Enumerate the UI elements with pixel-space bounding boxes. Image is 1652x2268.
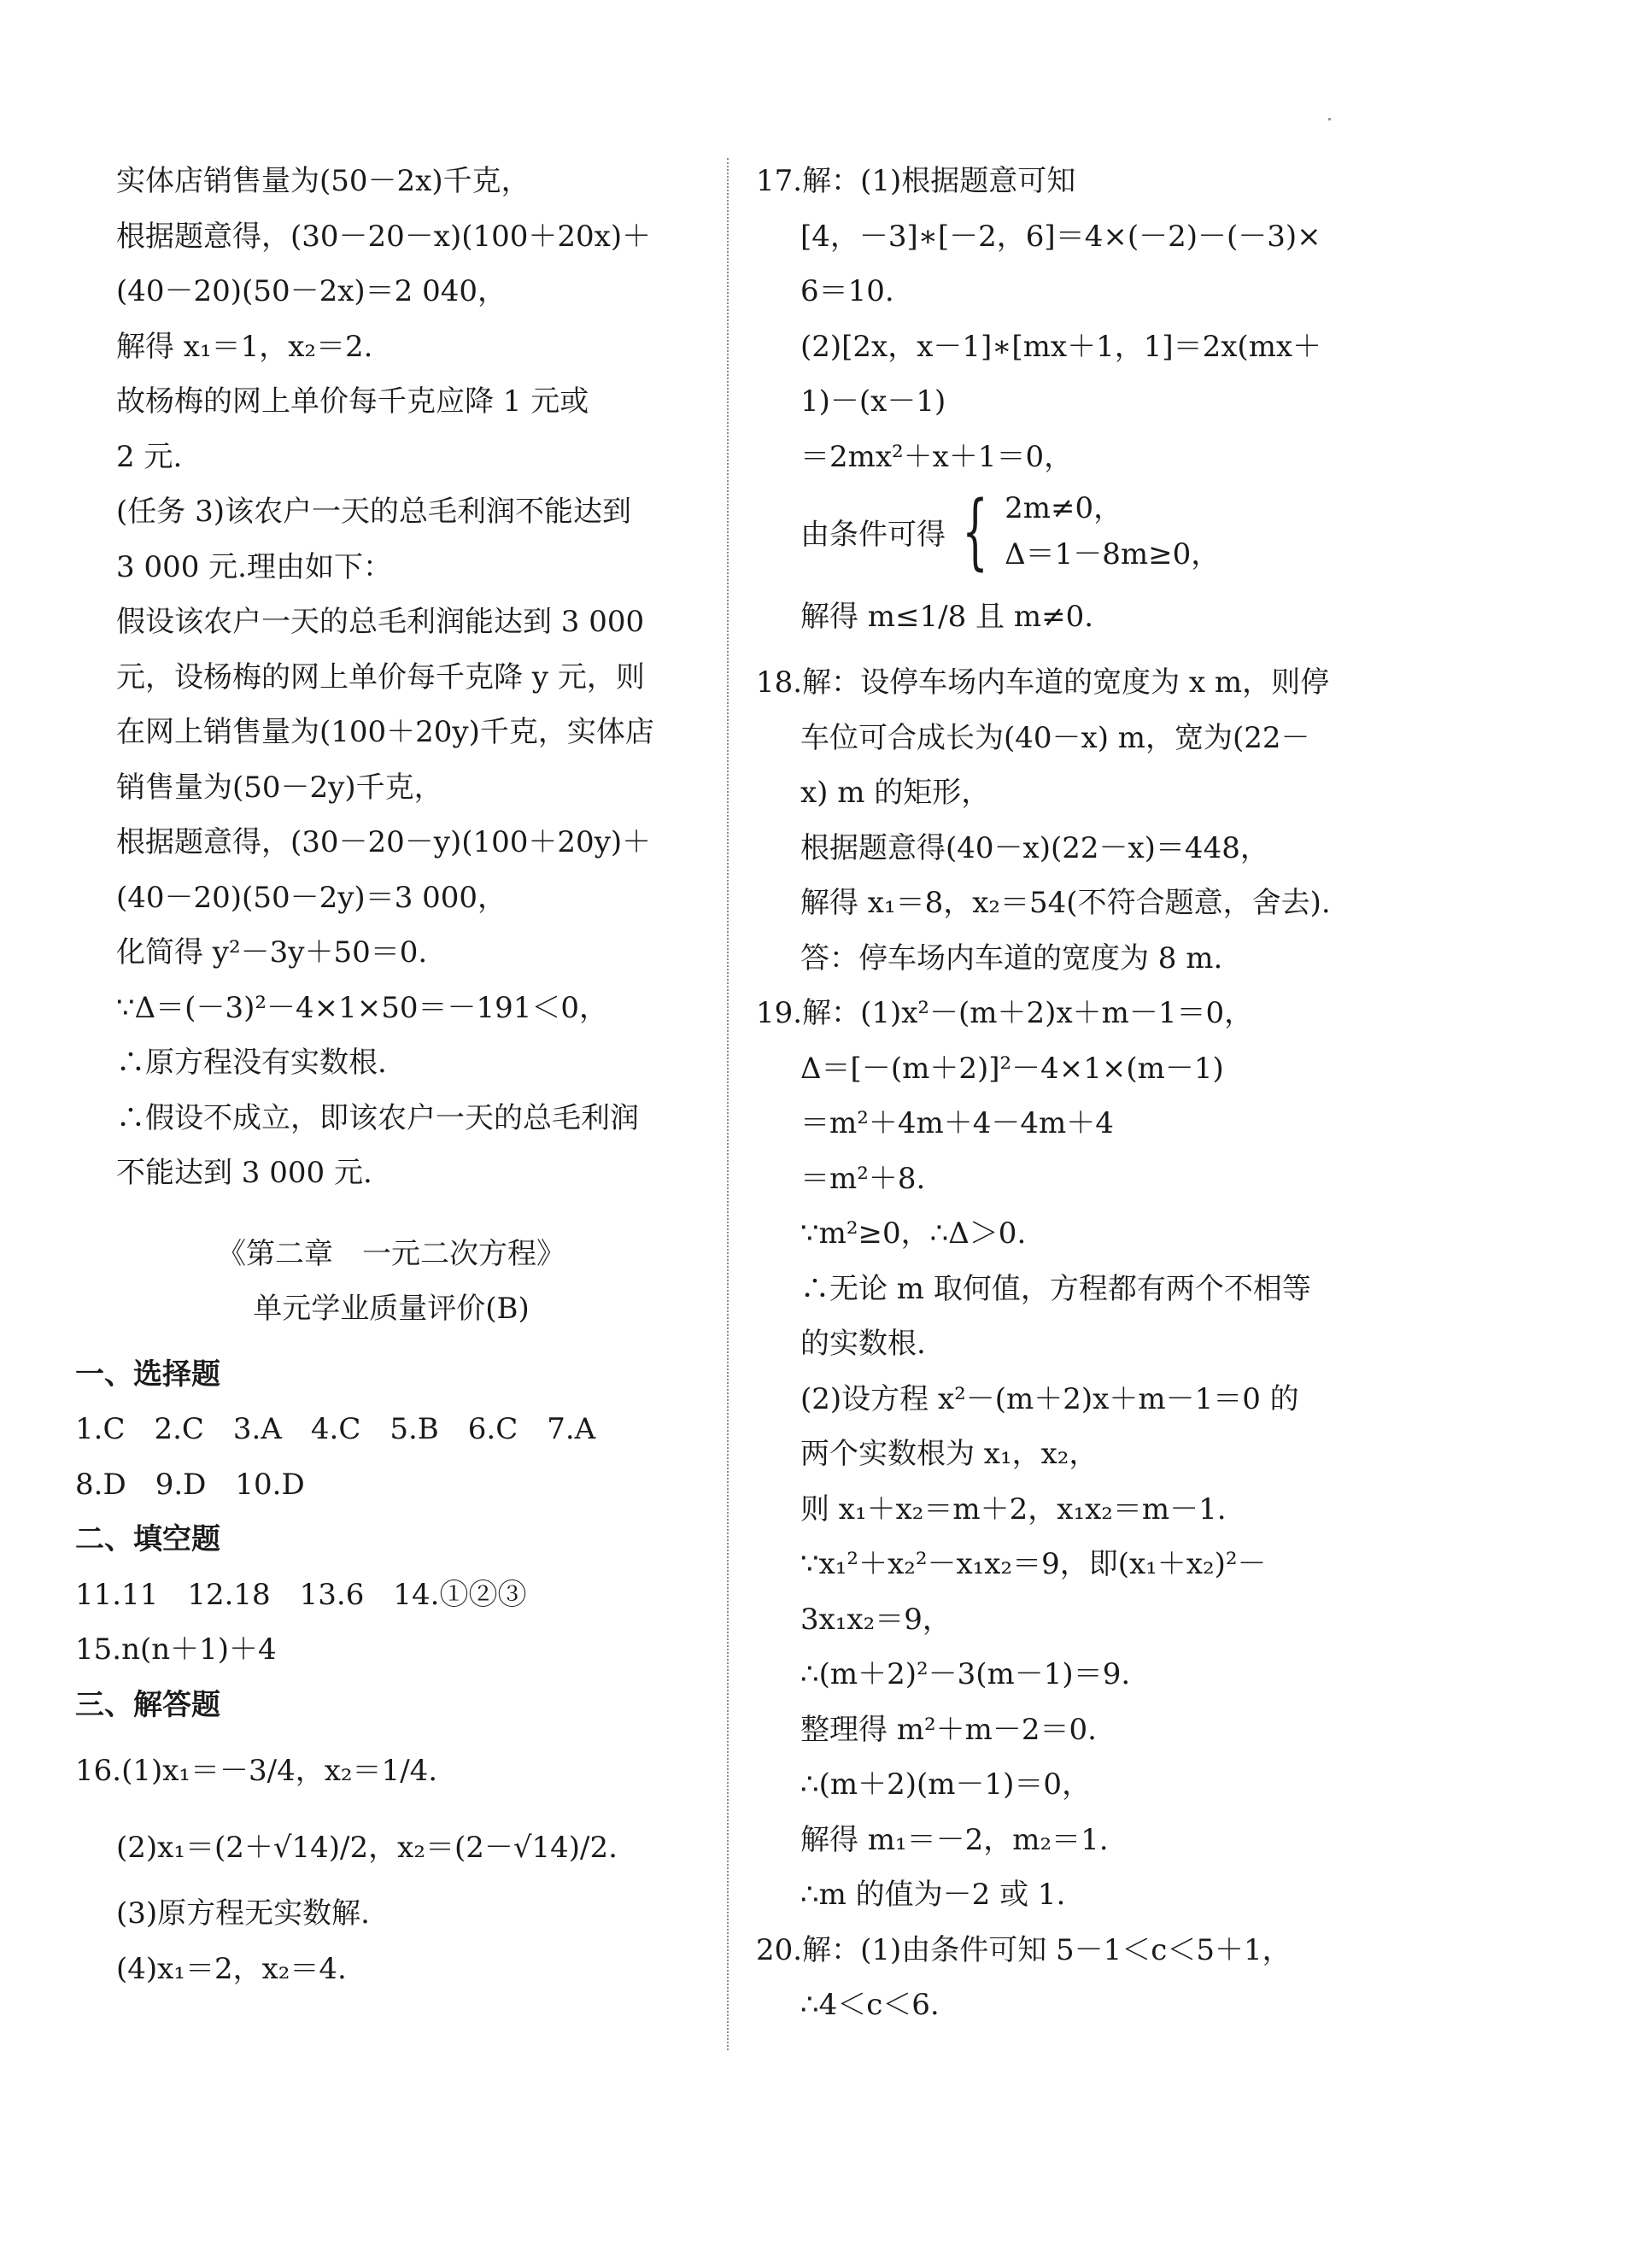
text-line: 不能达到 3 000 元. [116,1156,372,1190]
text-line: ∵Δ＝(－3)²－4×1×50＝－191＜0， [116,990,609,1025]
q19-line: 则 x₁＋x₂＝m＋2，x₁x₂＝m－1. [800,1491,1227,1527]
brace-symbol: { [962,483,988,579]
text-line: (任务 3)该农户一天的总毛利润不能达到 [116,495,631,529]
text-line: 销售量为(50－2y)千克， [116,770,443,805]
column-divider [727,158,729,2050]
condition-b: Δ＝1－8m≥0， [1005,537,1221,571]
q17-result: 解得 m≤1/8 且 m≠0. [800,600,1094,634]
q16-line-4: (4)x₁＝2，x₂＝4. [116,1951,347,1986]
section-subtitle: 单元学业质量评价(B) [253,1292,530,1326]
text-line: 假设该农户一天的总毛利润能达到 3 000 [116,605,645,639]
condition-label: 由条件可得 [800,517,946,552]
q19-line: 的实数根. [800,1327,926,1361]
q16-line-2: (2)x₁＝(2＋√14)/2，x₂＝(2－√14)/2. [116,1831,618,1865]
q16-line-3: (3)原方程无实数解. [116,1896,370,1931]
text-line: 解得 x₁＝1，x₂＝2. [116,329,373,364]
q19-line: ∴无论 m 取何值，方程都有两个不相等 [800,1271,1311,1306]
q19-line: ＝m²＋4m＋4－4m＋4 [800,1106,1114,1140]
q19-line: Δ＝[－(m＋2)]²－4×1×(m－1) [800,1051,1224,1086]
q20-line: 20.解：(1)由条件可知 5－1＜c＜5＋1， [756,1932,1292,1967]
text-line: 故杨梅的网上单价每千克应降 1 元或 [116,384,589,419]
text-line: 3 000 元.理由如下： [116,549,392,584]
q19-line: ∵x₁²＋x₂²－x₁x₂＝9，即(x₁＋x₂)²－ [800,1547,1267,1581]
text-line: (40－20)(50－2x)＝2 040， [116,274,507,308]
q19-line: ∵m²≥0，∴Δ＞0. [800,1216,1027,1251]
q18-line: 答：停车场内车道的宽度为 8 m. [800,941,1223,976]
condition-a: 2m≠0， [1005,491,1123,525]
text-line: 根据题意得，(30－20－y)(100＋20y)＋ [116,825,652,859]
q19-line: ＝m²＋8. [800,1161,926,1196]
q17-line: (2)[2x，x－1]∗[mx＋1，1]＝2x(mx＋ [800,329,1322,364]
left-column [75,154,707,1996]
right-column [756,154,1388,2033]
q16-line-1: 16.(1)x₁＝－3/4，x₂＝1/4. [75,1754,438,1788]
q20-line: ∴4＜c＜6. [800,1988,940,2022]
q17-line: 6＝10. [800,274,894,308]
q18-line: 根据题意得(40－x)(22－x)＝448， [800,830,1269,865]
q18-line: 车位可合成长为(40－x) m，宽为(22－ [800,720,1310,755]
q18-line: x) m 的矩形， [800,776,991,810]
q17-line: 17.解：(1)根据题意可知 [756,164,1076,198]
text-line: ∴原方程没有实数根. [116,1046,387,1080]
text-line: ∴假设不成立，即该农户一天的总毛利润 [116,1100,639,1135]
q19-line: 解得 m₁＝－2，m₂＝1. [800,1822,1109,1857]
part-heading: 一、选择题 [75,1357,220,1392]
text-line: 在网上销售量为(100＋20y)千克，实体店 [116,715,654,749]
text-line: 根据题意得，(30－20－x)(100＋20x)＋ [116,219,652,254]
q19-line: ∴m 的值为－2 或 1. [800,1878,1066,1912]
q19-line: 19.解：(1)x²－(m＋2)x＋m－1＝0， [756,996,1254,1030]
condition-items [1005,485,1220,577]
q18-line: 解得 x₁＝8，x₂＝54(不符合题意，舍去). [800,886,1331,920]
section-title: 《第二章 一元二次方程》 [217,1236,565,1271]
q19-line: 3x₁x₂＝9， [800,1602,952,1637]
q17-condition [756,484,1388,578]
text-line: 2 元. [116,439,183,474]
q19-line: ∴(m＋2)²－3(m－1)＝9. [800,1657,1131,1691]
q17-line: 1)－(x－1) [800,384,946,419]
text-line: 实体店销售量为(50－2x)千克， [116,164,530,198]
q19-line: 两个实数根为 x₁，x₂， [800,1437,1098,1471]
q19-line: ∴(m＋2)(m－1)＝0， [800,1767,1092,1802]
answer-line: 11.11 12.18 13.6 14.①②③ [75,1577,527,1612]
text-line: (40－20)(50－2y)＝3 000， [116,880,507,915]
q18-line: 18.解：设停车场内车道的宽度为 x m，则停 [756,665,1330,700]
q17-line: ＝2mx²＋x＋1＝0， [800,439,1074,474]
q19-line: 整理得 m²＋m－2＝0. [800,1712,1097,1747]
scan-mark [1328,118,1331,120]
text-line: 元，设杨梅的网上单价每千克降 y 元，则 [116,659,645,694]
part-heading: 二、填空题 [75,1522,220,1556]
q17-line: [4，－3]∗[－2，6]＝4×(－2)－(－3)× [800,219,1321,254]
answer-line: 15.n(n＋1)＋4 [75,1632,277,1667]
part-heading: 三、解答题 [75,1687,220,1722]
answer-line: 8.D 9.D 10.D [75,1467,305,1502]
q19-line: (2)设方程 x²－(m＋2)x＋m－1＝0 的 [800,1381,1299,1416]
text-line: 化简得 y²－3y＋50＝0. [116,935,428,970]
answer-line: 1.C 2.C 3.A 4.C 5.B 6.C 7.A [75,1412,596,1446]
